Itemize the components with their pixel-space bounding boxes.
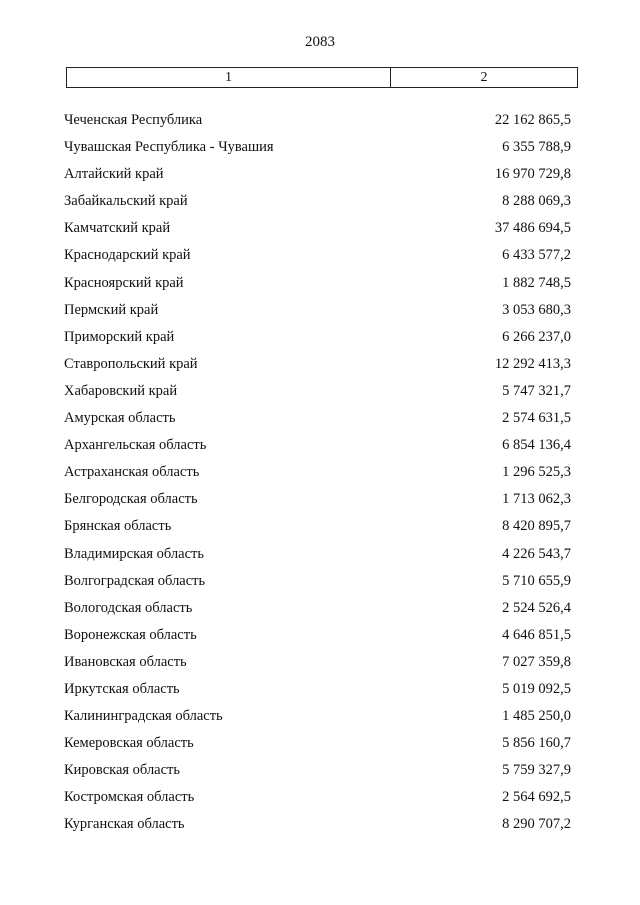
table-row [0, 518, 640, 545]
region-name: Ставропольский край [64, 355, 198, 372]
table-row [0, 654, 640, 681]
header-column-1: 1 [67, 68, 391, 87]
region-value: 1 713 062,3 [502, 491, 571, 508]
table-row [0, 166, 640, 193]
region-value: 2 564 692,5 [502, 789, 571, 806]
region-name: Волгоградская область [64, 572, 206, 589]
header-column-2: 2 [480, 70, 488, 85]
region-value: 1 296 525,3 [502, 464, 571, 481]
table-row [0, 220, 640, 247]
region-name: Архангельская область [64, 437, 207, 454]
region-name: Вологодская область [64, 599, 193, 616]
page-number: 2083 [305, 34, 335, 50]
table-row [0, 356, 640, 383]
region-value: 2 574 631,5 [502, 410, 571, 427]
table-row [0, 816, 640, 843]
table-row [0, 762, 640, 789]
region-value: 12 292 413,3 [494, 355, 571, 372]
table-row [0, 193, 640, 220]
table-row [0, 600, 640, 627]
region-name: Хабаровский край [64, 382, 178, 399]
region-name: Иркутская область [64, 680, 180, 697]
table-row [0, 464, 640, 491]
table-row [0, 410, 640, 437]
region-value: 5 747 321,7 [502, 382, 571, 399]
table-row [0, 112, 640, 139]
region-name: Красноярский край [64, 274, 184, 291]
region-value: 8 420 895,7 [502, 518, 571, 535]
region-value: 8 290 707,2 [502, 816, 571, 833]
region-name: Белгородская область [64, 491, 198, 508]
region-value: 6 355 788,9 [502, 139, 571, 156]
region-name: Забайкальский край [64, 193, 188, 210]
region-value: 3 053 680,3 [502, 301, 571, 318]
data-table-body [0, 112, 640, 844]
region-value: 8 288 069,3 [502, 193, 571, 210]
table-row [0, 681, 640, 708]
table-row [0, 789, 640, 816]
table-row [0, 302, 640, 329]
region-name: Курганская область [64, 816, 185, 833]
region-name: Владимирская область [64, 545, 204, 562]
region-value: 5 019 092,5 [502, 680, 571, 697]
region-value: 22 162 865,5 [494, 112, 571, 128]
table-row [0, 383, 640, 410]
region-value: 1 882 748,5 [502, 274, 571, 291]
table-row [0, 247, 640, 274]
region-name: Воронежская область [64, 626, 197, 643]
table-row [0, 139, 640, 166]
region-name: Ивановская область [64, 653, 187, 670]
table-row [0, 437, 640, 464]
region-value: 6 433 577,2 [502, 247, 571, 264]
region-value: 6 854 136,4 [502, 437, 571, 454]
region-name: Камчатский край [64, 220, 171, 237]
region-name: Чувашская Республика - Чувашия [64, 139, 274, 156]
table-row [0, 546, 640, 573]
region-value: 5 710 655,9 [502, 572, 571, 589]
region-value: 5 856 160,7 [502, 735, 571, 752]
region-name: Астраханская область [64, 464, 200, 481]
region-name: Брянская область [64, 518, 172, 535]
region-name: Пермский край [64, 301, 159, 318]
table-row [0, 735, 640, 762]
table-row [0, 708, 640, 735]
region-value: 4 226 543,7 [502, 545, 571, 562]
region-name: Амурская область [64, 410, 176, 427]
table-row [0, 329, 640, 356]
region-value: 6 266 237,0 [502, 328, 571, 345]
region-value: 7 027 359,8 [502, 653, 571, 670]
table-row [0, 627, 640, 654]
region-value: 2 524 526,4 [502, 599, 571, 616]
region-value: 5 759 327,9 [502, 762, 571, 779]
region-name: Приморский край [64, 328, 175, 345]
table-header [66, 67, 578, 88]
region-name: Костромская область [64, 789, 195, 806]
region-value: 1 485 250,0 [502, 708, 571, 725]
table-row [0, 275, 640, 302]
region-name: Чеченская Республика [64, 112, 203, 128]
region-name: Алтайский край [64, 166, 164, 183]
region-value: 37 486 694,5 [494, 220, 571, 237]
region-name: Кемеровская область [64, 735, 194, 752]
region-value: 4 646 851,5 [502, 626, 571, 643]
region-name: Краснодарский край [64, 247, 191, 264]
region-name: Калининградская область [64, 708, 223, 725]
table-row [0, 573, 640, 600]
region-value: 16 970 729,8 [494, 166, 571, 183]
table-row [0, 491, 640, 518]
region-name: Кировская область [64, 762, 181, 779]
